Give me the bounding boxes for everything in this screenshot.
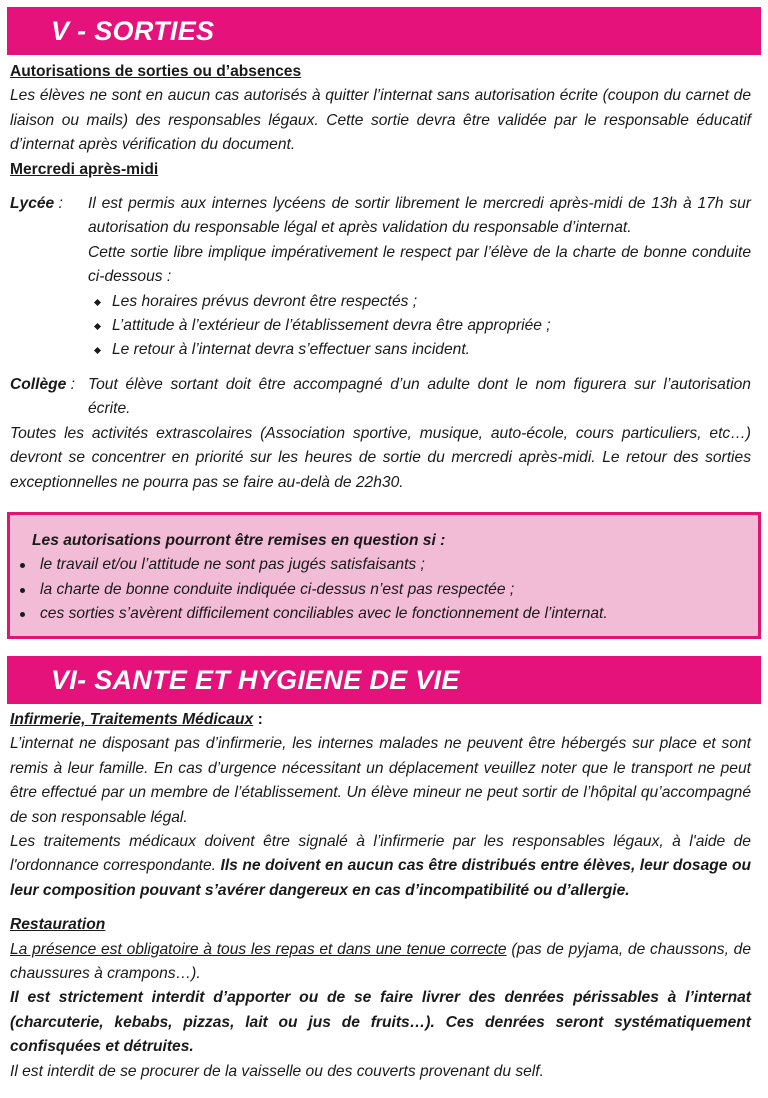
- presence-paragraph: [10, 938, 751, 987]
- treatment-paragraph: [10, 830, 751, 903]
- list-item: ces sorties s’avèrent difficilement conciliables avec le fonctionnement de l’internat.: [18, 602, 758, 626]
- section-v-body: [10, 60, 751, 495]
- lycee-text-2: Cette sortie libre implique impérativement le respect par l’élève de la charte de bonne conduite ci-dessous :: [88, 243, 751, 286]
- presence-rule: La présence est obligatoire à tous les repas et dans une tenue correcte: [10, 940, 507, 958]
- section-vi-body: [10, 708, 751, 1084]
- college-label: Collège :: [10, 375, 75, 393]
- presence-details: (pas de pyjama, de chaussons, de chaussures à crampons…).: [10, 940, 752, 983]
- conditions-box: [7, 512, 761, 639]
- list-item: Le retour à l’internat devra s’effectuer sans incident.: [88, 338, 751, 362]
- wednesday-heading: Mercredi après-midi: [10, 160, 159, 178]
- list-item: Les horaires prévus devront être respectés ;: [88, 290, 751, 314]
- restauration-heading: Restauration: [10, 916, 106, 934]
- list-item: le travail et/ou l’attitude ne sont pas jugés satisfaisants ;: [18, 553, 758, 577]
- lycee-content: [88, 192, 751, 363]
- infirmary-text: L’internat ne disposant pas d’infirmerie, les internes malades ne peuvent être hébergés sur place et sont remis à leur famille. En cas d’urgence nécessitant un déplacement veuillez noter que le transport ne peut être effectué par un membre de l’établissement. Un élève mineur ne peut sortir de l’hôpital qu’accompagné de son responsable légal.: [10, 735, 751, 826]
- section-v-banner: V - SORTIES: [7, 7, 761, 55]
- lycee-text-1: Il est permis aux internes lycéens de sortir librement le mercredi après-midi de 13h à 17h sur autorisation du responsable légal et après validation du responsable d’internat.: [88, 195, 751, 237]
- lycee-row: [10, 192, 751, 363]
- list-item: L’attitude à l’extérieur de l’établissement devra être appropriée ;: [88, 314, 751, 338]
- conditions-list: [18, 553, 758, 626]
- authorizations-text: Les élèves ne sont en aucun cas autorisés à quitter l’internat sans autorisation écrite (coupon du carnet de liaison ou mails) des responsables légaux. Cette sortie devra être validée par le responsable éducatif d’internat après vérification du document.: [10, 87, 751, 154]
- authorizations-heading: Autorisations de sorties ou d’absences: [10, 63, 302, 80]
- treatment-warning: Ils ne doivent en aucun cas être distribués entre élèves, leur dosage ou leur composition pouvant s’avérer dangereux en cas d’incompatibilité ou d’allergie.: [10, 857, 751, 899]
- list-item: la charte de bonne conduite indiquée ci-dessus n’est pas respectée ;: [18, 578, 758, 602]
- infirmary-heading-line: Infirmerie, Traitements Médicaux :: [10, 711, 263, 728]
- conditions-heading: Les autorisations pourront être remises en question si :: [32, 532, 446, 549]
- activities-text: Toutes les activités extrascolaires (Association sportive, musique, auto-école, cours particuliers, etc…) devront se concentrer en priorité sur les heures de sortie du mercredi après-midi. Le retour des sorties exceptionnelles ne pourra pas se faire au-delà de 22h30.: [10, 424, 751, 491]
- lycee-rules-list: [88, 290, 751, 363]
- dishes-text: Il est interdit de se procurer de la vaisselle ou des couverts provenant du self.: [10, 1062, 544, 1080]
- college-text: Tout élève sortant doit être accompagné d’un adulte dont le nom figurera sur l’autorisation écrite.: [88, 375, 751, 418]
- infirmary-heading: Infirmerie, Traitements Médicaux: [10, 711, 254, 728]
- section-vi-banner: VI- SANTE ET HYGIENE DE VIE: [7, 656, 761, 704]
- treatment-text: Les traitements médicaux doivent être signalé à l’infirmerie par les responsables légaux, à l'aide de l'ordonnance correspondante.: [10, 833, 751, 875]
- forbidden-food-text: Il est strictement interdit d’apporter ou de se faire livrer des denrées périssables à l’internat (charcuterie, kebabs, pizzas, lait ou jus de fruits…). Ces denrées seront systématiquement confisquées et détruites.: [10, 989, 751, 1056]
- college-row: [10, 373, 751, 422]
- lycee-label: Lycée :: [10, 195, 63, 213]
